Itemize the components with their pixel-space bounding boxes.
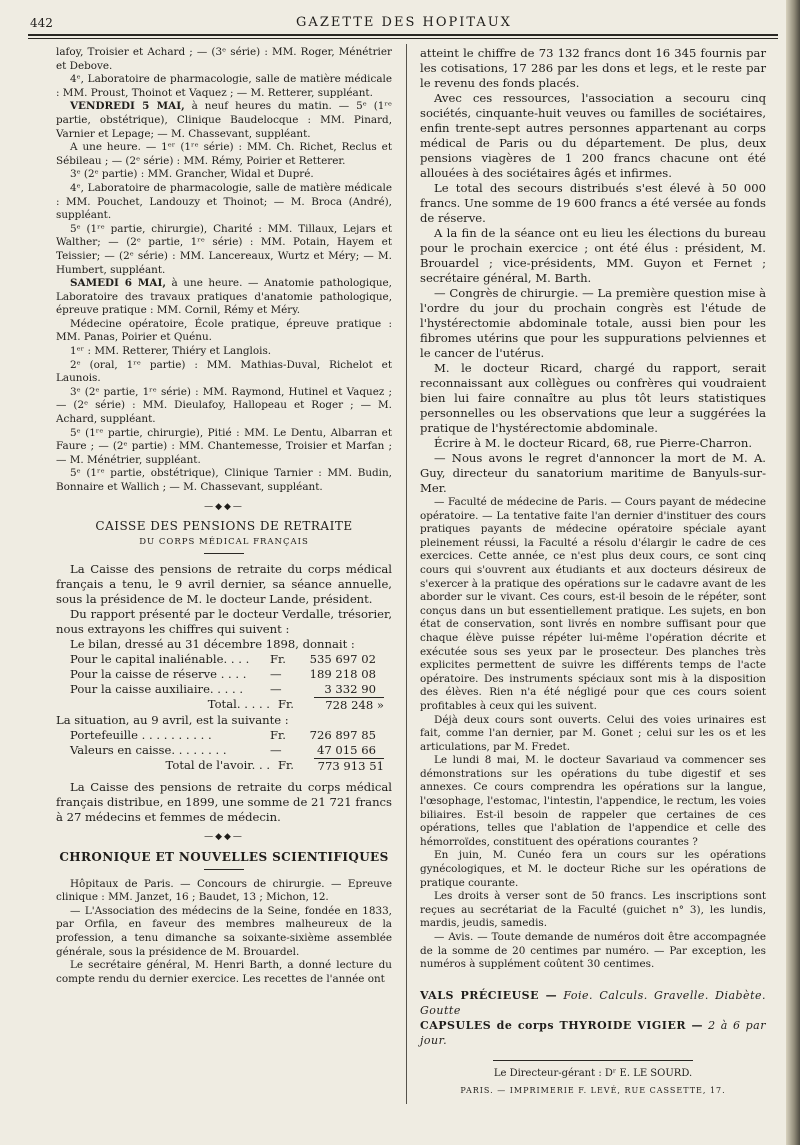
date-lead: VENDREDI 5 MAI, (70, 100, 185, 113)
column-divider (406, 44, 407, 1104)
article-paragraph: En juin, M. Cunéo fera un cours sur les opérations gynécologiques, et M. le docteur Riche sur les opérations de pratique courante. (420, 849, 766, 889)
article-paragraph: Avec ces ressources, l'association a secouru cinq sociétés, cinquante-huit veuves ou familles de sociétaires, enfin trente-sept autres personnes appartenant au corps médical de Paris ou du département. De plus, deux pensions viagères de 1 200 francs chacune ont été allouées à des sociétaires âgés et infirmes. (420, 91, 766, 180)
left-column (56, 46, 392, 986)
bilan-row: Pour le capital inaliénable. . . . Fr. 535 697 02 (70, 652, 376, 667)
printer-line: PARIS. — IMPRIMERIE F. LEVÉ, RUE CASSETTE, 17. (460, 1086, 726, 1096)
section-rule (204, 553, 244, 554)
article-paragraph: La Caisse des pensions de retraite du corps médical français distribue, en 1899, une somme de 21 721 francs à 27 médecins et femmes de médecin. (56, 780, 392, 825)
ornament-divider: —◆◆— (204, 501, 244, 512)
bilan-total-row: Total. . . . . Fr. 728 248 » (207, 697, 384, 713)
bilan-row: Pour la caisse auxiliaire. . . . . — 3 332 90 (70, 682, 376, 697)
article-paragraph: — L'Association des médecins de la Seine, fondée en 1833, par Orfila, en faveur des membres malheureux de la profession, a tenu dimanche sa soixante-sixième assemblée générale, sous la présidence de M. Brouardel. (56, 904, 392, 958)
section-title-pensions: CAISSE DES PENSIONS DE RETRAITE (95, 519, 353, 534)
article-paragraph: Le secrétaire général, M. Henri Barth, a donné lecture du compte rendu du dernier exercice. Les recettes de l'année ont (56, 959, 392, 985)
section-title-chronique: CHRONIQUE ET NOUVELLES SCIENTIFIQUES (59, 849, 389, 864)
article-paragraph: — Faculté de médecine de Paris. — Cours payant de médecine opératoire. — La tentative faite l'an dernier d'instituer des cours pratiques payants de médecine opératoire spéciale ayant pleinement réussi, la Faculté a résolu d'élargir le cadre de ces exercices. Cette année, ce n'est plus deux cours, ce sont cinq cours qui s'ouvrent aux étudiants et aux docteurs désireux de s'exercer à la pratique des opérations sur le cadavre avant de les aborder sur le vivant. Ces cours, est-il besoin de le répéter, sont conçus dans un but essentiellement pratique. Les sujets, en bon état de conservation, sont livrés en nombre suffisant pour que chaque élève puisse répéter lui-même l'opération décrite et exécutée sous ses yeux par le prosecteur. Des planches très explicites permettent de suivre les différents temps de l'acte opératoire. Des instruments spéciaux sont mis à la disposition des élèves. Rien n'a été négligé pour que ces cours soient profitables à ceux qui les suivent. (420, 496, 766, 712)
article-paragraph: Le total des secours distribués s'est élevé à 50 000 francs. Une somme de 19 600 francs a été versée au fonds de réserve. (420, 181, 766, 225)
right-column (420, 46, 766, 1098)
exam-paragraph: SAMEDI 6 MAI, à une heure. — Anatomie pathologique, Laboratoire des travaux pratiques d'anatomie pathologique, épreuve pratique : MM. Cornil, Rémy et Méry. (56, 277, 392, 317)
article-paragraph: — Congrès de chirurgie. — La première question mise à l'ordre du jour du prochain congrès est l'étude de l'hystérectomie abdominale totale, aussi bien pour les fibromes utérins que pour les suppurations pelviennes et le cancer de l'utérus. (420, 286, 766, 360)
exam-paragraph: 3ᵉ (2ᵉ partie, 1ʳᵉ série) : MM. Raymond, Hutinel et Vaquez ; — (2ᵉ série) : MM. Dieulafoy, Hallopeau et Roger ; — M. Achard, suppléant. (56, 385, 392, 426)
article-paragraph: Le bilan, dressé au 31 décembre 1898, donnait : (70, 637, 355, 652)
exam-paragraph: 1ᵉʳ : MM. Retterer, Thiéry et Langlois. (70, 345, 272, 358)
exam-paragraph: A une heure. — 1ᵉʳ (1ʳᵉ série) : MM. Ch. Richet, Reclus et Sébileau ; — (2ᵉ série) : MM. Rémy, Poirier et Retterer. (56, 141, 392, 167)
exam-paragraph: 3ᵉ (2ᵉ partie) : MM. Grancher, Widal et Dupré. (70, 168, 314, 181)
exam-paragraph: 5ᵉ (1ʳᵉ partie, chirurgie), Pitié : MM. Le Dentu, Albarran et Faure ; — (2ᵉ partie) : MM. Chantemesse, Troisier et Marfan ; — M. Ménétrier, suppléant. (56, 426, 392, 466)
exam-paragraph: 5ᵉ (1ʳᵉ partie, obstétrique), Clinique Tarnier : MM. Budin, Bonnaire et Wallich ; — M. Chassevant, suppléant. (56, 467, 392, 493)
advertisement-capsules: CAPSULES de corps THYROIDE VIGIER — 2 à 6 par jour. (420, 1018, 766, 1047)
exam-paragraph: 2ᵉ (oral, 1ʳᵉ partie) : MM. Mathias-Duval, Richelot et Launois. (56, 358, 392, 385)
journal-title: GAZETTE DES HOPITAUX (296, 15, 512, 30)
exam-paragraph: 4ᵉ, Laboratoire de pharmacologie, salle de matière médicale : MM. Pouchet, Landouzy et Thoinot; — M. Broca (André), suppléant. (56, 181, 392, 222)
article-paragraph: Le lundi 8 mai, M. le docteur Savariaud va commencer ses démonstrations sur les opérations du tube digestif et ses annexes. Ce cours comprendra les opérations sur la langue, l'œsophage, l'estomac, l'intestin, l'appendice, le rectum, les voies biliaires. Est-il besoin de rappeler que certaines de ces opérations, telles que l'ablation de l'appendice et celle des hémorroïdes, constituent des opérations courantes ? (420, 754, 766, 848)
advertisement-vals: VALS PRÉCIEUSE — Foie. Calculs. Gravelle. Diabète. Goutte (420, 988, 766, 1017)
article-paragraph: La Caisse des pensions de retraite du corps médical français a tenu, le 9 avril dernier, sa séance annuelle, sous la présidence de M. le docteur Lande, président. (56, 562, 392, 607)
exam-paragraph: 5ᵉ (1ʳᵉ partie, chirurgie), Charité : MM. Tillaux, Lejars et Walther; — (2ᵉ partie, 1ʳᵉ série) : MM. Potain, Hayem et Teissier; — (2ᵉ série) : MM. Lancereaux, Wurtz et Méry; — M. Humbert, suppléant. (56, 222, 392, 276)
article-paragraph: Les droits à verser sont de 50 francs. Les inscriptions sont reçues au secrétariat de la Faculté (guichet n° 3), les lundis, mardis, jeudis, samedis. (420, 890, 766, 930)
page-number: 442 (30, 16, 53, 30)
section-rule (204, 869, 244, 870)
ornament-divider: —◆◆— (204, 832, 244, 843)
article-paragraph: M. le docteur Ricard, chargé du rapport, serait reconnaissant aux collègues ou confrères qui voudraient bien lui faire connaître au plus tôt leurs statistiques personnelles ou les observations que leur a suggérées la pratique de l'hystérectomie abdominale. (420, 361, 766, 435)
section-subtitle-pensions: DU CORPS MÉDICAL FRANÇAIS (139, 536, 309, 547)
article-paragraph: — Avis. — Toute demande de numéros doit être accompagnée de la somme de 20 centimes par numéro. — Par exception, les numéros à supplément coûtent 30 centimes. (420, 931, 766, 971)
situation-total-row: Total de l'avoir. . . Fr. 773 913 51 (165, 758, 384, 774)
article-paragraph: Déjà deux cours sont ouverts. Celui des voies urinaires est fait, comme l'an dernier, par M. Gonet ; celui sur les os et les articulations, par M. Fredet. (420, 713, 766, 753)
exam-paragraph: Médecine opératoire, École pratique, épreuve pratique : MM. Panas, Poirier et Quénu. (56, 317, 392, 344)
bilan-table (56, 652, 392, 713)
article-paragraph: atteint le chiffre de 73 132 francs dont 16 345 fournis par les cotisations, 17 286 par les dons et legs, et le reste par le revenu des fonds placés. (420, 46, 766, 90)
bilan-row: Pour la caisse de réserve . . . . — 189 218 08 (70, 667, 376, 682)
page-binding-edge (786, 0, 800, 1145)
footer-rule (493, 1060, 693, 1061)
date-lead: SAMEDI 6 MAI, (70, 277, 166, 290)
article-paragraph: Hôpitaux de Paris. — Concours de chirurgie. — Epreuve clinique : MM. Janzet, 16 ; Baudet, 13 ; Michon, 12. (56, 877, 392, 904)
situation-table (56, 728, 392, 774)
spacer (420, 972, 766, 988)
article-paragraph: — Nous avons le regret d'annoncer la mort de M. A. Guy, directeur du sanatorium maritime de Banyuls-sur-Mer. (420, 451, 766, 495)
header-rule-thin (28, 38, 778, 39)
situation-row: Portefeuille . . . . . . . . . . Fr. 726 897 85 (70, 728, 376, 743)
header-rule-thick (28, 34, 778, 36)
article-paragraph: A la fin de la séance ont eu lieu les élections du bureau pour le prochain exercice ; ont été élus : président, M. Brouardel ; vice-présidents, MM. Guyon et Fernet ; secrétaire général, M. Barth. (420, 226, 766, 285)
article-paragraph: Écrire à M. le docteur Ricard, 68, rue Pierre-Charron. (434, 436, 753, 450)
director-signature: Le Directeur-gérant : Dʳ E. LE SOURD. (493, 1067, 693, 1079)
exam-paragraph: VENDREDI 5 MAI, à neuf heures du matin. — 5ᵉ (1ʳᵉ partie, obstétrique), Clinique Baudelocque : MM. Pinard, Varnier et Lepage; — M. Chassevant, suppléant. (56, 100, 392, 140)
exam-paragraph: lafoy, Troisier et Achard ; — (3ᵉ série) : MM. Roger, Ménétrier et Debove. (56, 46, 392, 72)
article-paragraph: Du rapport présenté par le docteur Verdalle, trésorier, nous extrayons les chiffres qui suivent : (56, 607, 392, 637)
article-paragraph: La situation, au 9 avril, est la suivante : (56, 713, 289, 728)
situation-row: Valeurs en caisse. . . . . . . . — 47 015 66 (70, 743, 376, 758)
exam-paragraph: 4ᵉ, Laboratoire de pharmacologie, salle de matière médicale : MM. Proust, Thoinot et Vaquez ; — M. Retterer, suppléant. (56, 73, 392, 99)
